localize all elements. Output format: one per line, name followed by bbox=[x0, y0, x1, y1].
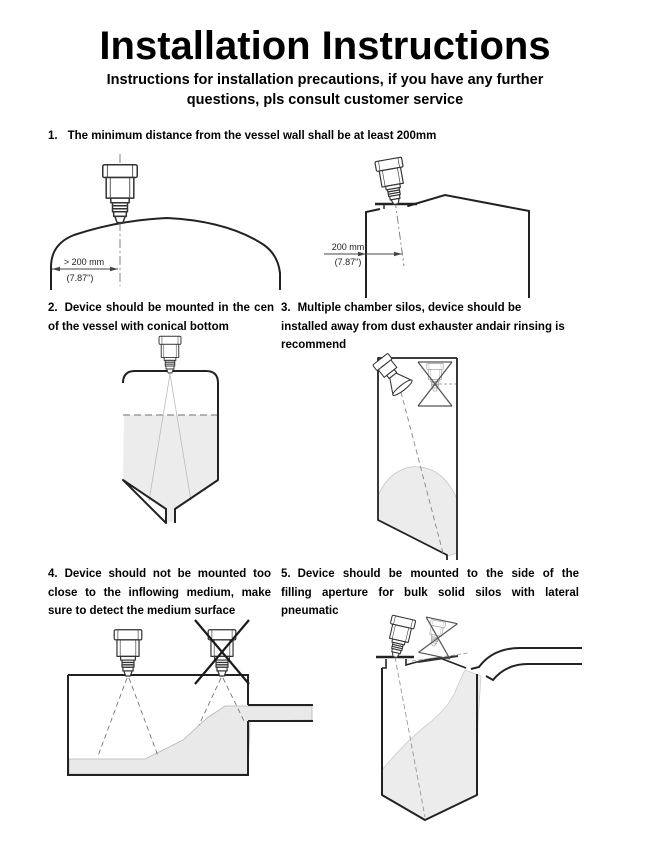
item-text: Device should be mounted to the side of the bbox=[297, 568, 579, 580]
filling-pipe bbox=[471, 648, 582, 669]
diagram-chamber-silo bbox=[368, 348, 483, 563]
item-number: 5. bbox=[281, 568, 291, 580]
dimension-annotation bbox=[324, 242, 402, 267]
item-text: close to the inflowing medium, make bbox=[48, 586, 271, 599]
dimension-value: > 200 mm bbox=[63, 257, 105, 267]
dimension-inches: (7.87") bbox=[334, 257, 362, 267]
filling-pipe bbox=[486, 664, 582, 680]
item-text: filling aperture for bulk solid silos with lateral bbox=[281, 586, 579, 599]
radar-sensor-tilted bbox=[383, 615, 415, 660]
crossed-out-sensor bbox=[412, 617, 468, 662]
falling-material bbox=[382, 670, 481, 820]
center-line bbox=[395, 200, 404, 266]
item-number: 4. bbox=[48, 568, 58, 580]
item-text: of the vessel with conical bottom bbox=[48, 320, 229, 333]
item-text: Multiple chamber silos, device should be bbox=[297, 302, 522, 314]
item-number: 2. bbox=[48, 302, 58, 314]
instruction-item-3 bbox=[281, 299, 581, 355]
dimension-inches: (7.87") bbox=[66, 273, 94, 283]
item-number: 3. bbox=[281, 302, 291, 314]
diagram-peaked-silo bbox=[322, 148, 642, 298]
inflowing-medium bbox=[69, 706, 312, 774]
instruction-item-4 bbox=[48, 565, 271, 621]
dimension-annotation bbox=[52, 257, 118, 283]
radar-sensor-correct bbox=[114, 630, 142, 676]
diagram-bulk-solid-silo bbox=[340, 612, 585, 847]
page-title: Installation Instructions bbox=[99, 24, 551, 68]
radar-sensor bbox=[103, 165, 138, 223]
instruction-item-2 bbox=[48, 299, 274, 336]
item-text: installed away from dust exhauster andair rinsing is bbox=[281, 320, 565, 333]
diagram-conical-vessel bbox=[108, 333, 243, 533]
item-text: The minimum distance from the vessel wall shall be at least 200mm bbox=[67, 130, 437, 142]
item-text: Device should be mounted in the cen bbox=[64, 302, 274, 314]
medium-fill bbox=[123, 415, 218, 522]
dimension-value: 200 mm bbox=[331, 242, 365, 252]
item-text: Device should not be mounted too bbox=[64, 568, 271, 580]
item-text: recommend bbox=[281, 339, 347, 351]
page-subtitle: Instructions for installation precautions, if you have any further questions, pls consult customer service bbox=[106, 72, 544, 108]
instruction-item-1 bbox=[48, 127, 478, 146]
radar-sensor bbox=[159, 336, 181, 373]
bulk-material-pile bbox=[378, 467, 457, 556]
crossed-out-sensor bbox=[418, 362, 456, 406]
radar-sensor bbox=[375, 157, 409, 206]
diagram-dome-vessel bbox=[28, 150, 298, 295]
diagram-inflow-tank bbox=[35, 620, 315, 795]
item-text: pneumatic bbox=[281, 605, 339, 617]
item-text: sure to detect the medium surface bbox=[48, 605, 236, 617]
item-number: 1. bbox=[48, 130, 58, 142]
